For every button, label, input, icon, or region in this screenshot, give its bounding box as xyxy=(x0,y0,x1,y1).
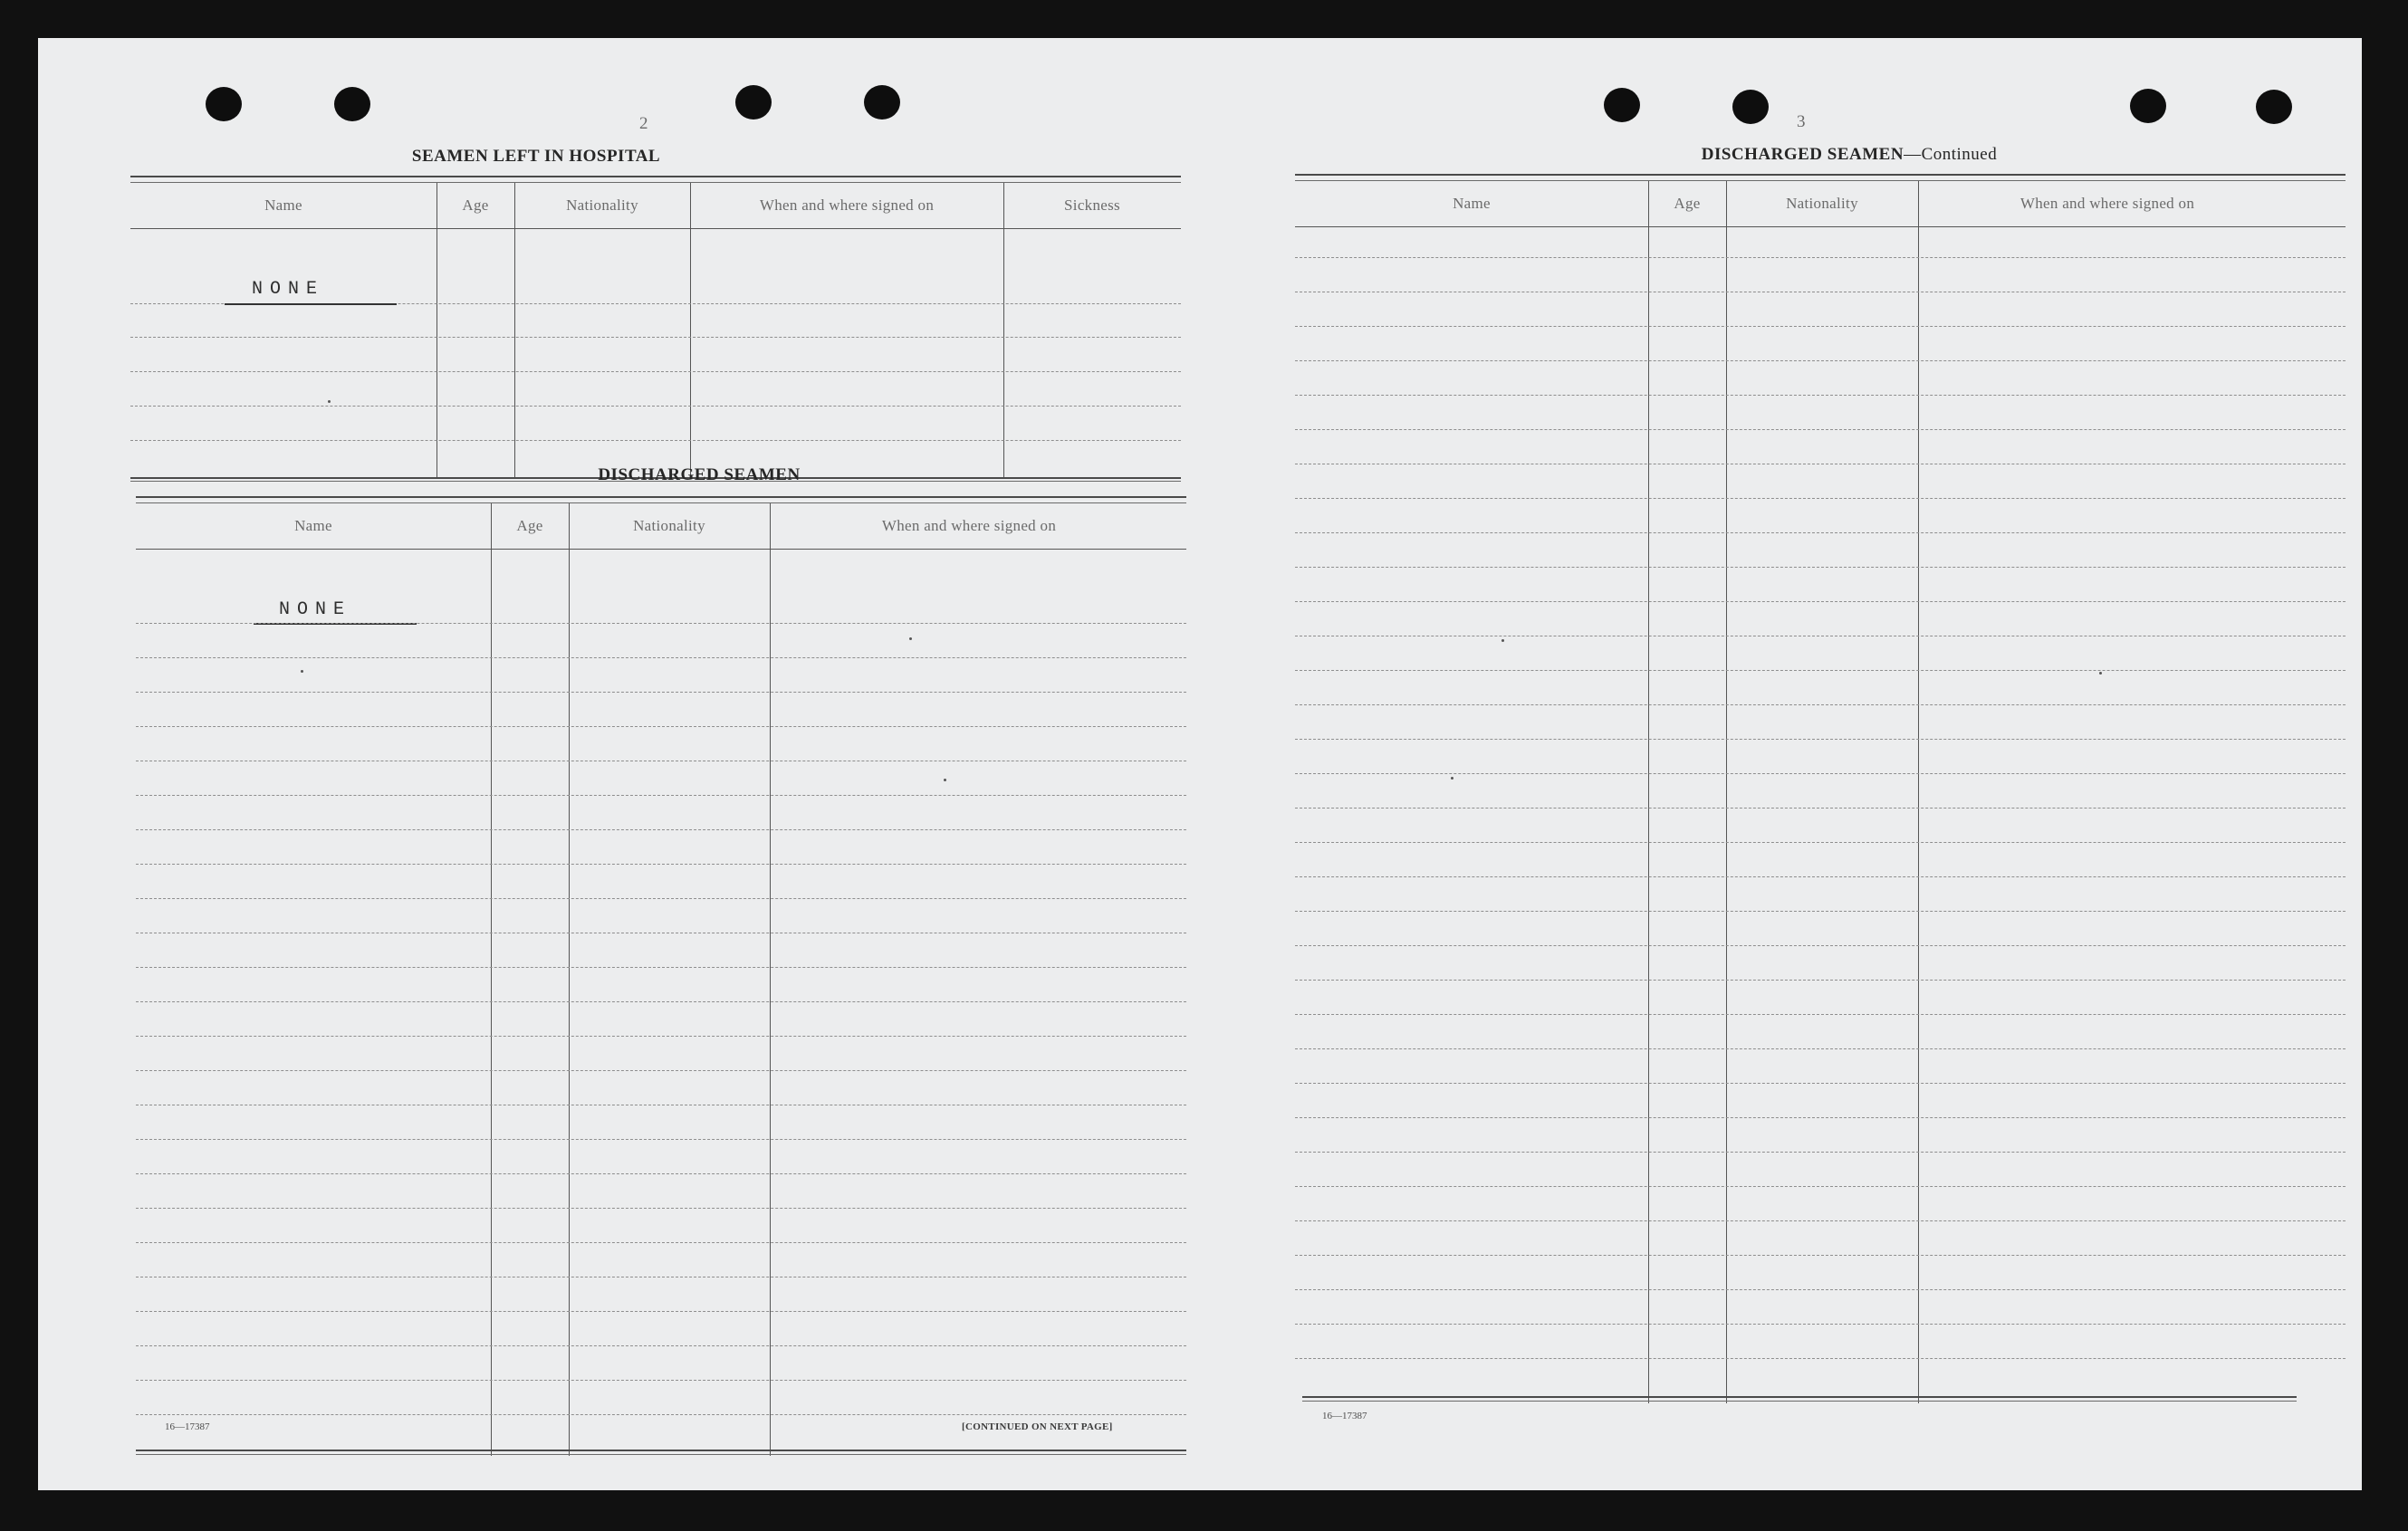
column-divider xyxy=(514,183,515,478)
row-line xyxy=(1295,739,2346,740)
column-header-name: Name xyxy=(294,517,332,534)
row-line xyxy=(1295,360,2346,361)
row-line xyxy=(1295,773,2346,774)
punch-hole xyxy=(735,85,772,120)
table-header xyxy=(130,183,1181,229)
hospital-table xyxy=(130,176,1181,482)
column-header-name: Name xyxy=(1453,195,1491,212)
row-line xyxy=(1295,980,2346,981)
column-header-signed-on: When and where signed on xyxy=(881,517,1057,534)
discharged-table-left xyxy=(136,496,1186,1458)
table-top-rule xyxy=(130,176,1181,183)
hospital-section-title: SEAMEN LEFT IN HOSPITAL xyxy=(411,147,661,166)
page-number-right: 3 xyxy=(1797,112,1806,131)
punch-hole xyxy=(1732,90,1769,124)
table-bottom-rule xyxy=(1302,1401,2297,1402)
table-header xyxy=(1295,181,2346,227)
column-header-sickness: Sickness xyxy=(1064,196,1120,214)
column-header-nationality: Nationality xyxy=(633,517,705,534)
form-number-right: 16—17387 xyxy=(1322,1411,1367,1421)
row-line xyxy=(136,795,1186,796)
paper-speck xyxy=(2099,672,2102,675)
row-line xyxy=(1295,1358,2346,1359)
row-line xyxy=(1295,1117,2346,1118)
row-line xyxy=(136,657,1186,658)
row-line xyxy=(1295,395,2346,396)
row-line xyxy=(130,371,1181,372)
paper-speck xyxy=(909,637,912,640)
column-divider xyxy=(1003,183,1004,478)
row-line xyxy=(1295,670,2346,671)
hospital-entry-text: NONE xyxy=(252,279,325,300)
table-top-rule xyxy=(1295,174,2346,181)
row-line xyxy=(136,623,1186,624)
paper-speck xyxy=(328,400,331,403)
punch-hole xyxy=(2256,90,2292,124)
row-line xyxy=(136,1208,1186,1209)
column-header-name: Name xyxy=(264,196,302,214)
column-header-age: Age xyxy=(516,517,543,534)
column-divider xyxy=(491,503,492,1456)
row-line xyxy=(136,1242,1186,1243)
punch-hole xyxy=(1604,88,1640,122)
table-top-rule xyxy=(136,496,1186,503)
row-line xyxy=(136,1001,1186,1002)
column-header-signed-on: When and where signed on xyxy=(2019,195,2195,212)
discharged-entry-text: NONE xyxy=(279,599,352,620)
row-line xyxy=(136,1139,1186,1140)
column-divider xyxy=(690,183,691,478)
row-line xyxy=(1295,704,2346,705)
row-line xyxy=(136,864,1186,865)
paper-speck xyxy=(944,779,946,781)
row-line xyxy=(136,1070,1186,1071)
column-divider xyxy=(770,503,771,1456)
row-line xyxy=(136,898,1186,899)
row-line xyxy=(1295,532,2346,533)
punch-hole xyxy=(864,85,900,120)
row-line xyxy=(136,726,1186,727)
row-line xyxy=(1295,567,2346,568)
row-line xyxy=(1295,498,2346,499)
discharged-table-right xyxy=(1295,174,2346,1441)
right-section-title-suffix: —Continued xyxy=(1904,145,1998,164)
row-line xyxy=(1295,326,2346,327)
typed-underline xyxy=(225,303,397,305)
row-line xyxy=(136,1173,1186,1174)
row-line xyxy=(130,337,1181,338)
row-line xyxy=(130,440,1181,441)
column-header-nationality: Nationality xyxy=(566,196,638,214)
page-number-left: 2 xyxy=(639,114,648,133)
continued-note: [CONTINUED ON NEXT PAGE] xyxy=(962,1421,1113,1432)
row-line xyxy=(1295,808,2346,809)
row-line xyxy=(1295,429,2346,430)
row-line xyxy=(136,1036,1186,1037)
paper-speck xyxy=(1501,639,1504,642)
row-line xyxy=(1295,1324,2346,1325)
punch-hole xyxy=(206,87,242,121)
column-header-age: Age xyxy=(462,196,489,214)
row-line xyxy=(1295,1255,2346,1256)
row-line xyxy=(1295,876,2346,877)
row-line xyxy=(1295,945,2346,946)
table-header xyxy=(136,503,1186,550)
punch-hole xyxy=(2130,89,2166,123)
row-line xyxy=(1295,1289,2346,1290)
right-section-title-main: DISCHARGED SEAMEN xyxy=(1701,145,1904,164)
punch-hole xyxy=(334,87,370,121)
column-header-signed-on: When and where signed on xyxy=(759,196,935,214)
row-line xyxy=(1295,1048,2346,1049)
row-line xyxy=(136,692,1186,693)
table-bottom-rule xyxy=(136,1450,1186,1451)
row-line xyxy=(136,967,1186,968)
row-line xyxy=(136,829,1186,830)
row-line xyxy=(1295,842,2346,843)
row-line xyxy=(136,1311,1186,1312)
row-line xyxy=(136,1345,1186,1346)
column-header-age: Age xyxy=(1674,195,1701,212)
form-sheet xyxy=(38,38,2362,1490)
row-line xyxy=(1295,1186,2346,1187)
row-line xyxy=(130,406,1181,407)
column-divider xyxy=(569,503,570,1456)
row-line xyxy=(1295,1152,2346,1153)
row-line xyxy=(1295,1083,2346,1084)
row-line xyxy=(136,1414,1186,1415)
form-number-left: 16—17387 xyxy=(165,1421,210,1432)
row-line xyxy=(1295,601,2346,602)
paper-speck xyxy=(301,670,303,673)
row-line xyxy=(136,1380,1186,1381)
row-line xyxy=(1295,1220,2346,1221)
paper-speck xyxy=(1451,777,1453,780)
table-bottom-rule xyxy=(136,1454,1186,1455)
row-line xyxy=(1295,911,2346,912)
table-bottom-rule xyxy=(1302,1396,2297,1398)
right-section-title xyxy=(1578,145,2121,165)
column-header-nationality: Nationality xyxy=(1786,195,1858,212)
row-line xyxy=(1295,257,2346,258)
discharged-section-title: DISCHARGED SEAMEN xyxy=(598,465,801,484)
row-line xyxy=(1295,1014,2346,1015)
